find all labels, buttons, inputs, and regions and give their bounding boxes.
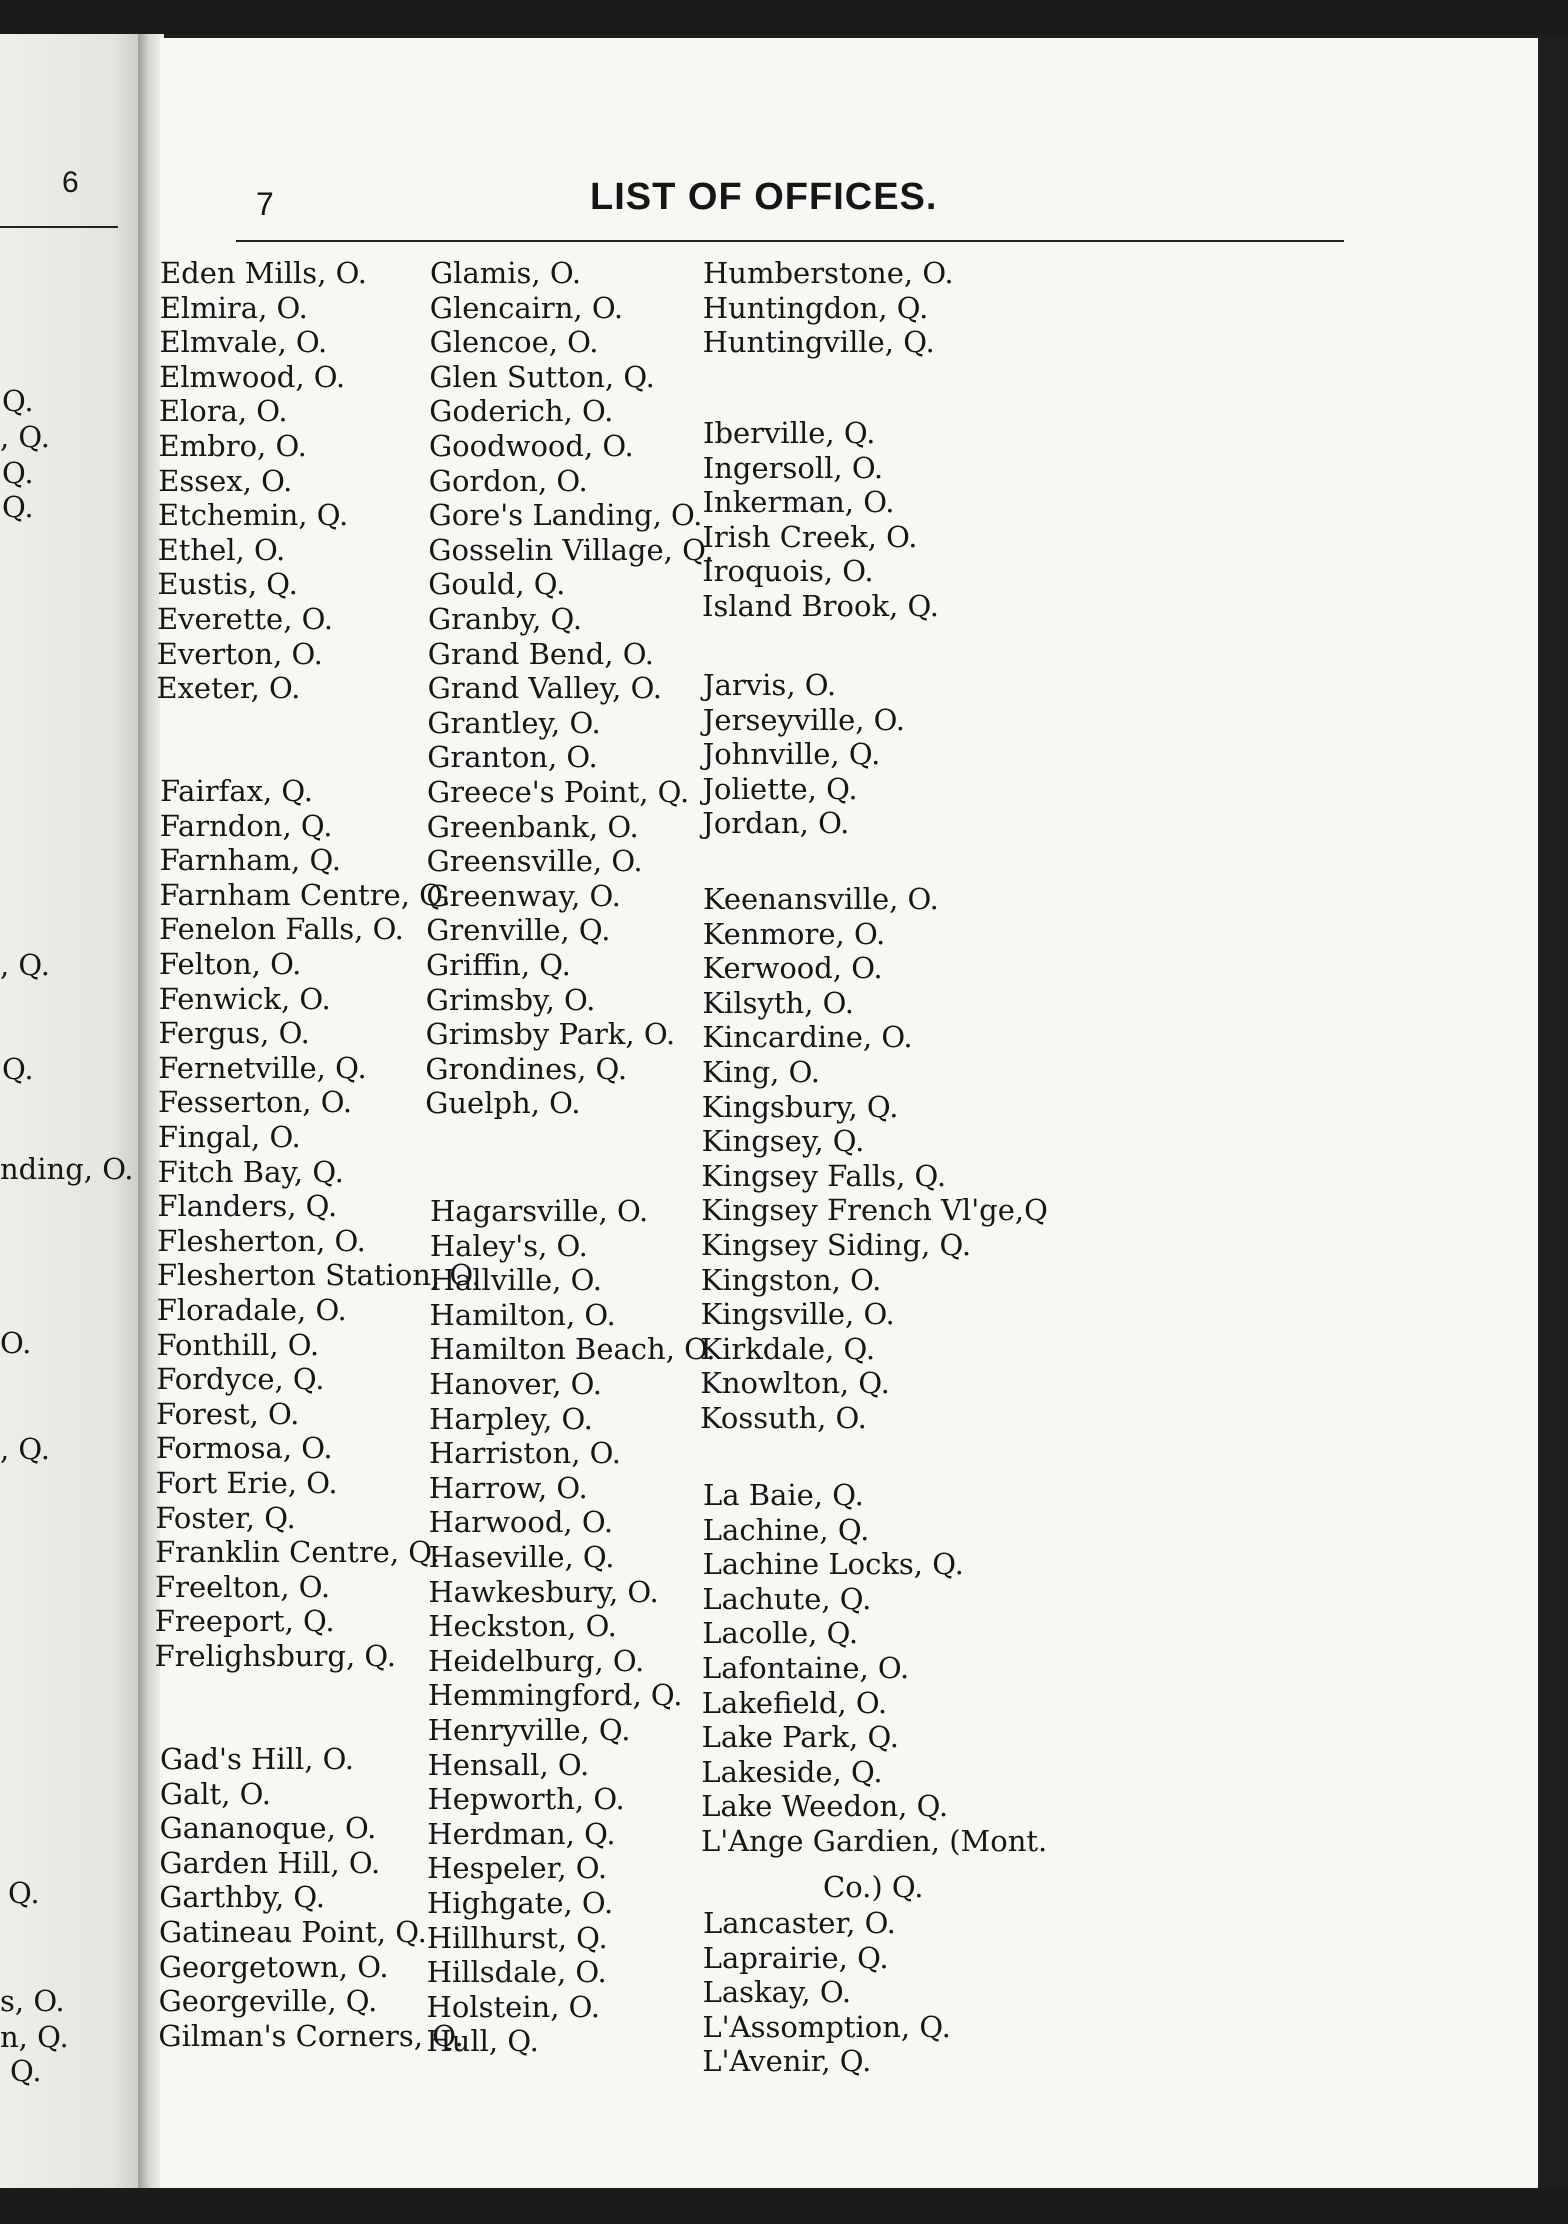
office-entry: Formosa, O. [155,1431,333,1466]
left-page-fragment: O. [0,1326,32,1360]
office-entry: Fairfax, Q. [160,774,313,808]
office-entry: Freelton, O. [154,1569,331,1604]
office-entry: Heckston, O. [428,1609,617,1644]
left-page-fragment: Q. [10,2054,42,2088]
office-entry: Hawkesbury, O. [428,1574,659,1609]
office-entry: Georgeville, Q. [158,1984,378,2019]
left-page-fragment: Q. [2,384,34,418]
office-entry: Hespeler, O. [427,1851,608,1886]
office-entry: Irish Creek, O. [702,519,918,554]
office-entry: Garden Hill, O. [159,1845,381,1880]
office-entry: Gatineau Point, Q. [159,1915,427,1949]
office-entry: Hanover, O. [429,1367,602,1401]
office-entry: Eustis, Q. [157,567,298,602]
office-entry: L'Avenir, Q. [702,2044,872,2079]
office-entry: Freeport, Q. [154,1604,335,1639]
office-entry: Kossuth, O. [700,1401,867,1435]
office-entry: Haley's, O. [429,1228,588,1263]
office-entry: Laskay, O. [702,1975,852,2010]
office-entry: Essex, O. [158,463,293,498]
office-entry: Gilman's Corners, Q. [158,2018,464,2053]
office-entry: Hamilton, O. [429,1297,616,1332]
office-entry: Fonthill, O. [156,1327,320,1362]
office-entry: Elmwood, O. [159,359,346,394]
office-entry: Ingersoll, O. [702,450,884,485]
office-entry: Grimsby, O. [425,982,596,1017]
office-entry: Iroquois, O. [702,554,874,589]
office-entry: Farndon, Q. [159,808,333,843]
office-entry: Grand Bend, O. [427,636,655,671]
office-entry: Exeter, O. [156,671,301,706]
office-entry: Ethel, O. [157,532,286,567]
office-entry: Joliette, Q. [702,771,858,806]
office-entry: Glamis, O. [430,256,582,290]
office-entry: Co.) Q. [823,1870,924,1904]
office-entry: Hamilton Beach, O. [429,1332,716,1367]
office-entry: Franklin Centre, Q. [155,1535,440,1570]
office-entry: Johnville, Q. [702,737,881,772]
office-entry: Kingston, O. [700,1262,882,1297]
office-entry: Glencairn, O. [429,290,624,325]
office-entry: Felton, O. [158,947,302,981]
office-entry: Harrow, O. [428,1470,588,1505]
left-page-fragment: s, O. [0,1984,65,2018]
office-entry: Greenbank, O. [426,809,639,844]
office-entry: Hillhurst, Q. [426,1920,608,1955]
office-entry: Fordyce, Q. [156,1362,325,1397]
office-entry: Holstein, O. [426,1989,600,2024]
office-entry: Everton, O. [156,636,323,671]
office-entry: Kingsey, Q. [701,1124,865,1159]
office-entry: Lake Weedon, Q. [701,1789,949,1824]
office-entry: Lancaster, O. [703,1906,896,1940]
office-entry: Guelph, O. [425,1086,581,1121]
left-page-fragment: nding, O. [0,1152,134,1186]
office-entry: Farnham, Q. [159,843,341,878]
office-entry: Etchemin, Q. [157,498,349,533]
office-entry: Gould, Q. [428,567,566,602]
office-entry: Huntingdon, Q. [702,290,929,325]
office-entry: Iberville, Q. [703,416,876,450]
office-entry: Fergus, O. [158,1016,310,1051]
office-entry: Jerseyville, O. [702,702,905,737]
office-entry: Gore's Landing, O. [428,498,703,533]
office-entry: Greenway, O. [426,878,621,913]
office-entry: Lachine, Q. [702,1512,870,1547]
office-entry: Greece's Point, Q. [427,775,690,809]
left-page-fragment: Q. [2,490,34,524]
office-entry: Hagarsville, O. [430,1194,649,1228]
office-entry: Foster, Q. [155,1500,296,1535]
office-entry: Greensville, O. [426,844,643,879]
office-entry: Haseville, Q. [428,1540,615,1574]
office-entry: Kincardine, O. [702,1020,913,1055]
office-entry: Everette, O. [157,602,333,636]
left-page-fragment: , Q. [0,1432,50,1466]
office-entry: King, O. [702,1055,820,1089]
office-entry: Flesherton Station, O. [156,1258,481,1293]
office-entry: Huntingville, Q. [702,325,935,360]
office-entry: Gosselin Village, Q. [428,532,714,567]
office-entry: Glencoe, O. [429,325,599,360]
right-page [154,38,1538,2188]
office-entry: Hillsdale, O. [426,1955,607,1990]
office-entry: Jarvis, O. [703,668,837,702]
office-entry: Lake Park, Q. [701,1720,900,1755]
office-entry: Fort Erie, O. [155,1466,338,1500]
office-entry: Jordan, O. [702,806,850,841]
page-title: LIST OF OFFICES. [590,176,938,218]
office-entry: Highgate, O. [427,1886,614,1920]
office-entry: Humberstone, O. [703,256,954,290]
left-page-fragment: , Q. [0,420,50,454]
office-entry: Flesherton, O. [157,1223,366,1258]
left-page-number: 6 [62,166,79,199]
office-entry: Gordon, O. [428,463,588,498]
scan-top-border [0,0,1568,34]
office-entry: Harpley, O. [429,1401,593,1436]
office-entry: Galt, O. [159,1776,271,1811]
office-entry: Island Brook, Q. [702,589,940,623]
scan-right-border [1538,38,1568,2224]
office-entry: Eden Mills, O. [160,256,367,290]
office-entry: Grantley, O. [427,705,601,740]
office-entry: Herdman, Q. [427,1816,616,1851]
office-entry: Inkerman, O. [702,485,895,520]
office-entry: Keenansville, O. [703,882,939,916]
office-entry: Laprairie, Q. [702,1940,889,1975]
office-entry: Elmira, O. [159,290,308,325]
office-entry: Georgetown, O. [158,1949,389,1984]
office-entry: Kingsville, O. [700,1297,895,1332]
office-entry: Flanders, Q. [157,1189,338,1224]
office-entry: Gad's Hill, O. [160,1742,354,1776]
office-entry: Lakefield, O. [701,1685,888,1720]
office-entry: Kingsey Siding, Q. [701,1228,972,1262]
left-page-fragment: , Q. [0,948,50,982]
office-entry: Kirkdale, Q. [700,1331,876,1366]
office-entry: Fernetville, Q. [158,1050,367,1085]
office-entry: Goodwood, O. [429,429,634,463]
office-entry: Lacolle, Q. [702,1616,859,1651]
left-page-fragment: Q. [2,1052,34,1086]
office-entry: Griffin, Q. [426,948,571,982]
office-entry: Grimsby Park, O. [425,1017,676,1052]
office-entry: Lakeside, Q. [701,1754,883,1789]
office-entry: Glen Sutton, Q. [429,359,655,394]
office-entry: Fesserton, O. [158,1085,353,1120]
office-entry: Kenmore, O. [702,916,886,951]
office-entry: Fitch Bay, Q. [157,1154,344,1189]
office-entry: Fingal, O. [157,1120,301,1154]
office-entry: Farnham Centre, Q. [159,877,451,912]
office-entry: Lachute, Q. [702,1581,872,1616]
office-entry: Hepworth, O. [427,1782,625,1817]
office-entry: La Baie, Q. [703,1478,864,1512]
office-entry: Kerwood, O. [702,951,883,986]
office-entry: Kingsbury, Q. [701,1089,899,1124]
office-entry: Fenelon Falls, O. [159,912,404,947]
office-entry: Hemmingford, Q. [427,1678,683,1713]
office-entry: Kingsey French Vl'ge,Q [701,1193,1048,1228]
left-page-fragment: n, Q. [0,2020,69,2054]
office-entry: Embro, O. [158,429,307,463]
office-entry: Hallville, O. [429,1263,602,1298]
office-entry: Grand Valley, O. [427,671,662,706]
left-page-edge [0,34,158,2194]
office-entry: Granton, O. [427,740,598,775]
page-number: 7 [256,186,274,222]
office-entry: Kingsey Falls, Q. [701,1158,947,1193]
office-entry: Lachine Locks, Q. [702,1547,964,1582]
office-entry: Harriston, O. [428,1436,621,1471]
office-entry: Elora, O. [158,394,288,429]
office-entry: Floradale, O. [156,1293,347,1327]
office-entry: Hull, Q. [426,2024,539,2059]
office-entry: Frelighsburg, Q. [154,1639,396,1673]
office-entry: Harwood, O. [428,1505,614,1540]
office-entry: Forest, O. [156,1396,300,1431]
office-entry: L'Ange Gardien, (Mont. [701,1824,1048,1858]
scan-bottom-border [0,2188,1568,2224]
title-rule [236,240,1344,242]
office-entry: Henryville, Q. [427,1713,631,1747]
left-page-fragment: Q. [8,1876,40,1910]
office-entry: Hensall, O. [427,1747,590,1782]
office-entry: Kilsyth, O. [702,985,854,1020]
office-entry: Fenwick, O. [158,981,331,1016]
left-page-fragment: Q. [2,456,34,490]
office-entry: Elmvale, O. [159,325,328,360]
left-page-rule [0,226,118,228]
office-entry: Grondines, Q. [425,1051,628,1086]
office-entry: Garthby, Q. [159,1880,325,1915]
office-entry: Knowlton, Q. [700,1366,890,1401]
office-entry: Heidelburg, O. [428,1643,645,1678]
office-entry: Grenville, Q. [426,913,611,948]
office-entry: Gananoque, O. [159,1811,377,1846]
office-entry: L'Assomption, Q. [702,2009,951,2044]
office-entry: Granby, Q. [428,602,583,636]
office-entry: Lafontaine, O. [702,1651,910,1685]
office-entry: Goderich, O. [429,394,614,429]
